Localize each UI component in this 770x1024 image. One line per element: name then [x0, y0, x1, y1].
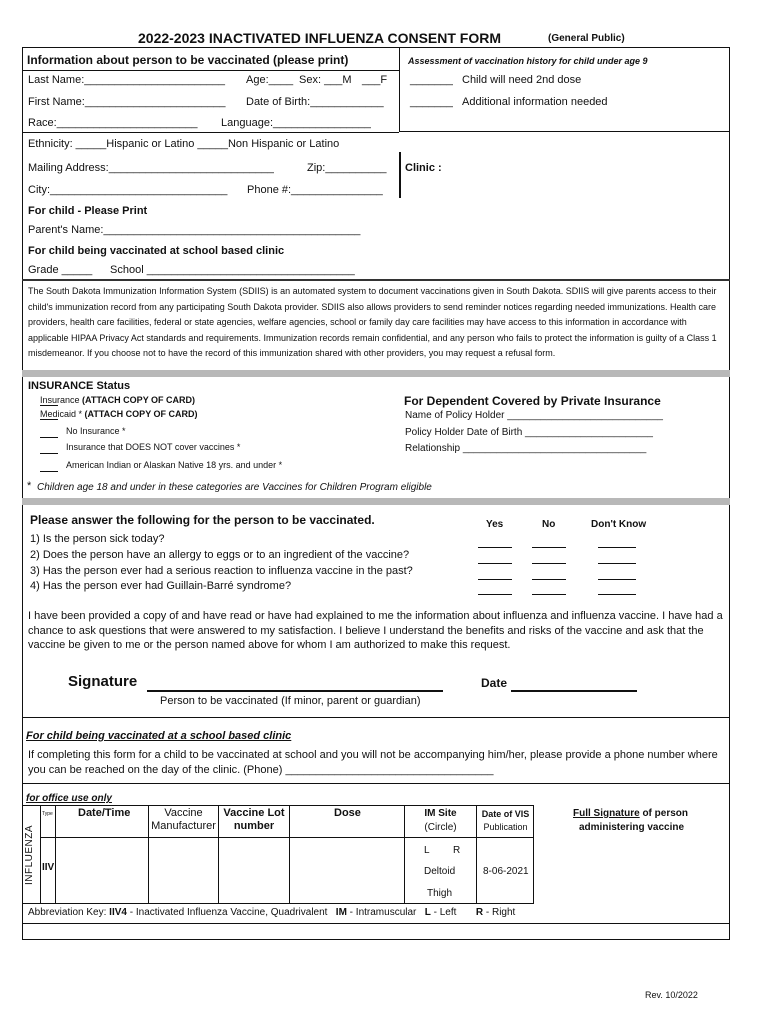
school-phone-heading: For child being vaccinated at a school based clinic	[26, 730, 292, 742]
relationship-field[interactable]: Relationship _________________________________	[405, 443, 647, 454]
language-field[interactable]: Language:________________	[221, 117, 371, 129]
question-4: 4) Has the person ever had Guillain-Barré syndrome?	[30, 580, 292, 592]
policy-holder-field[interactable]: Name of Policy Holder ____________________________	[405, 410, 663, 421]
answer-dk-line[interactable]	[598, 579, 636, 580]
key-r: R	[475, 907, 484, 918]
school-phone-field[interactable]: If completing this form for a child to be vaccinated at school and you will not be accompanying him/her, please provide a phone number where you can be reached on the day of the clinic. (Phone) __________________________________	[28, 749, 718, 776]
city-field[interactable]: City:_____________________________	[28, 184, 228, 196]
last-name-field[interactable]: Last Name:_______________________	[28, 74, 225, 86]
divider	[22, 923, 730, 924]
col-site: IM Site	[424, 808, 457, 819]
native-american-option[interactable]: American Indian or Alaskan Native 18 yrs. and under *	[66, 460, 283, 470]
abbreviation-key	[28, 907, 515, 918]
sdiis-notice: The South Dakota Immunization Information System (SDIIS) is an automated system to document vaccinations given in South Dakota. SDIIS will give parents access to their child's immunization record from any participating South Dakota provider. SDIIS also allows providers to send reminder notices regarding needed immunizations. Health care providers, health care facilities, federal or state agencies, welfare agencies, school or family day care facilities may have access to this information in accordance with applicable HIPAA Privacy Act standards and requirements. Immunization records remain confidential, and any person who fails to protect the information is guilty of a Class 1 misdemeanor. If you choose not to have the record of this immunization shared with other providers, you may request a refusal form.	[28, 286, 717, 359]
vfc-footnote: Children age 18 and under in these categories are Vaccines for Children Program eligible	[37, 482, 432, 493]
question-3: 3) Has the person ever had a serious reaction to influenza vaccine in the past?	[30, 565, 413, 577]
form-title: 2022-2023 INACTIVATED INFLUENZA CONSENT FORM	[138, 30, 502, 46]
insurance-heading: INSURANCE Status	[28, 380, 131, 392]
col-manufacturer: Vaccine Manufacturer	[151, 807, 216, 832]
school-field[interactable]: School __________________________________	[110, 264, 355, 276]
col-signature-bold: Full Signature	[573, 808, 640, 819]
table-line	[40, 837, 534, 838]
key-label: Abbreviation Key:	[28, 907, 107, 918]
grade-field[interactable]: Grade _____	[28, 264, 93, 276]
key-iiv4: IIV4	[109, 907, 127, 918]
row-type-iiv: IIV	[42, 862, 55, 873]
col-type: Type	[42, 811, 53, 817]
dependent-heading: For Dependent Covered by Private Insurance	[404, 394, 661, 408]
insurance-option-label: Insurance	[40, 395, 83, 405]
insurance-not-covered-option[interactable]: Insurance that DOES NOT cover vaccines *	[66, 442, 241, 452]
questions-heading: Please answer the following for the person to be vaccinated.	[30, 513, 375, 527]
answer-no-line[interactable]	[532, 594, 566, 595]
col-no: No	[542, 519, 556, 530]
answer-no-line[interactable]	[532, 563, 566, 564]
answer-no-line[interactable]	[532, 547, 566, 548]
answer-yes-line[interactable]	[478, 563, 512, 564]
table-line	[22, 805, 534, 806]
col-signature-line2: administering vaccine	[579, 822, 685, 833]
ethnicity-field[interactable]: Ethnicity: _____Hispanic or Latino _____Non Hispanic or Latino	[28, 138, 340, 150]
answer-dk-line[interactable]	[598, 547, 636, 548]
table-line	[533, 805, 534, 903]
col-vis-publication: Publication	[483, 822, 528, 832]
site-right-option[interactable]: R	[453, 845, 461, 856]
form-subtitle: (General Public)	[548, 33, 625, 44]
parent-name-field[interactable]: Parent's Name:__________________________________________	[28, 224, 361, 236]
answer-yes-line[interactable]	[478, 547, 512, 548]
col-dont-know: Don't Know	[591, 519, 647, 530]
checkbox-line[interactable]	[40, 419, 58, 420]
signature-line[interactable]	[147, 690, 443, 692]
table-line	[40, 805, 41, 903]
date-line[interactable]	[511, 690, 637, 692]
key-iiv4-def: - Inactivated Influenza Vaccine, Quadrivalent	[126, 907, 328, 918]
divider	[22, 70, 399, 71]
divider	[22, 939, 730, 940]
medicaid-option-label: Medicaid *	[40, 409, 85, 419]
checkbox-line[interactable]	[40, 405, 58, 406]
col-signature	[573, 808, 688, 819]
clinic-label: Clinic :	[405, 162, 442, 174]
col-lot-number: Vaccine Lot number	[223, 807, 285, 832]
col-datetime: Date/Time	[78, 807, 131, 819]
additional-info-label: Additional information needed	[462, 96, 608, 108]
no-insurance-option[interactable]: No Insurance *	[66, 426, 126, 436]
influenza-side-label: INFLUENZA	[24, 824, 35, 885]
col-vis-date: Date of VIS	[481, 809, 530, 819]
assessment-border-left	[399, 47, 400, 131]
site-thigh-option[interactable]: Thigh	[427, 888, 453, 899]
footnote-star: *	[27, 480, 32, 492]
answer-dk-line[interactable]	[598, 563, 636, 564]
table-line	[289, 805, 290, 903]
medicaid-option[interactable]	[40, 409, 198, 419]
school-clinic-heading: For child being vaccinated at school based clinic	[28, 245, 285, 257]
policy-holder-dob-field[interactable]: Policy Holder Date of Birth _______________________	[405, 427, 653, 438]
vis-publication-date: 8-06-2021	[483, 866, 529, 877]
col-signature-rest: of person	[639, 808, 689, 819]
revision-date: Rev. 10/2022	[645, 990, 698, 1000]
zip-field[interactable]: Zip:__________	[307, 162, 387, 174]
signature-label: Signature	[68, 673, 138, 690]
col-site-circle: (Circle)	[424, 822, 457, 833]
answer-no-line[interactable]	[532, 579, 566, 580]
checkbox-line[interactable]	[40, 437, 58, 438]
insurance-option[interactable]	[40, 395, 195, 405]
first-name-field[interactable]: First Name:_______________________	[28, 96, 226, 108]
mailing-address-field[interactable]: Mailing Address:___________________________	[28, 162, 274, 174]
checkbox-line[interactable]	[40, 471, 58, 472]
key-r-def: - Right	[483, 907, 516, 918]
key-l-def: - Left	[430, 907, 457, 918]
consent-statement: I have been provided a copy of and have read or have had explained to me the information about influenza and influenza vaccine. I have had a chance to ask questions that were answered to my satisfaction. I believe I understand the benefits and risks of the vaccine and ask that the vaccine be given to me or the person named above for whom I am authorized to make this request.	[28, 610, 723, 651]
answer-yes-line[interactable]	[478, 579, 512, 580]
sex-male-field[interactable]: Sex: ___M	[299, 74, 352, 86]
second-dose-blank[interactable]: _______	[410, 74, 453, 86]
dob-field[interactable]: Date of Birth:____________	[246, 96, 384, 108]
divider	[22, 783, 730, 784]
key-im: IM	[335, 907, 347, 918]
answer-yes-line[interactable]	[478, 594, 512, 595]
divider	[22, 279, 730, 281]
question-1: 1) Is the person sick today?	[30, 533, 165, 545]
clinic-border	[399, 152, 401, 198]
insurance-option-note: (ATTACH COPY OF CARD)	[82, 395, 196, 405]
person-info-heading: Information about person to be vaccinated (please print)	[27, 53, 349, 67]
col-yes: Yes	[486, 519, 504, 530]
key-im-def: - Intramuscular	[346, 907, 417, 918]
shaded-divider	[22, 370, 730, 377]
table-line	[404, 805, 405, 903]
checkbox-line[interactable]	[40, 453, 58, 454]
signature-caption: Person to be vaccinated (If minor, parent or guardian)	[160, 695, 421, 707]
key-l: L	[424, 907, 431, 918]
date-label: Date	[481, 676, 508, 690]
table-line	[55, 805, 56, 903]
phone-field[interactable]: Phone #:_______________	[247, 184, 383, 196]
additional-info-blank[interactable]: _______	[410, 96, 453, 108]
table-line	[476, 805, 477, 903]
office-use-heading: for office use only	[26, 793, 112, 804]
table-line	[22, 903, 534, 904]
medicaid-option-note: (ATTACH COPY OF CARD)	[84, 409, 198, 419]
child-print-heading: For child - Please Print	[28, 205, 148, 217]
divider	[22, 717, 730, 718]
col-dose: Dose	[334, 807, 361, 819]
assessment-border-bottom	[399, 131, 730, 132]
answer-dk-line[interactable]	[598, 594, 636, 595]
age-field[interactable]: Age:____	[246, 74, 294, 86]
second-dose-label: Child will need 2nd dose	[462, 74, 582, 86]
assessment-heading: Assessment of vaccination history for child under age 9	[408, 56, 648, 66]
sex-female-field[interactable]: ___F	[362, 74, 388, 86]
site-deltoid-option[interactable]: Deltoid	[424, 866, 456, 877]
divider	[22, 132, 399, 133]
question-2: 2) Does the person have an allergy to eggs or to an ingredient of the vaccine?	[30, 549, 410, 561]
site-left-option[interactable]: L	[424, 845, 430, 856]
race-field[interactable]: Race:_______________________	[28, 117, 198, 129]
shaded-divider	[22, 498, 730, 505]
